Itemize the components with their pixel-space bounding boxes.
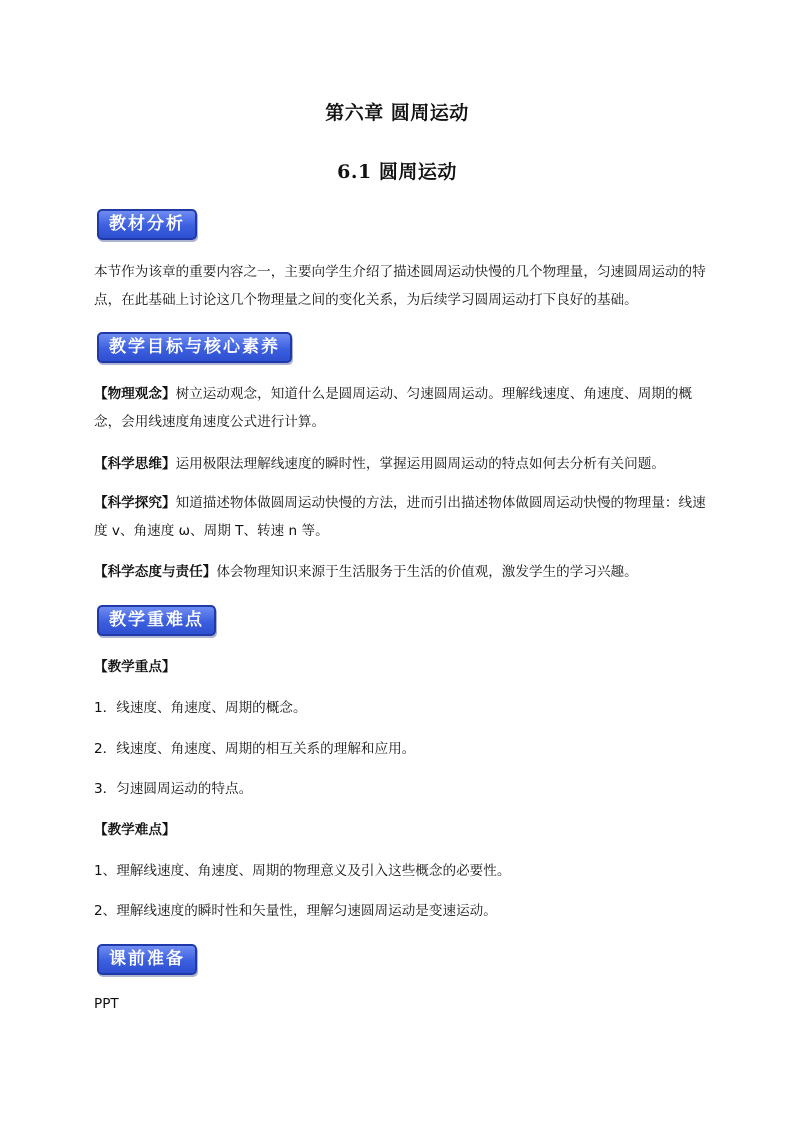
section-title: 6.1 圆周运动 <box>337 161 457 183</box>
focus-item: 1．线速度、角速度、周期的概念。 <box>94 700 307 716</box>
goal-text: 运用极限法理解线速度的瞬时性，掌握运用圆周运动的特点如何去分析有关问题。 <box>175 456 665 472</box>
heading-badge-preparation: 课前准备 <box>97 944 197 975</box>
difficulty-item: 1、理解线速度、角速度、周期的物理意义及引入这些概念的必要性。 <box>94 863 511 879</box>
goal-item-scientific-inquiry <box>94 489 706 545</box>
heading-badge-analysis: 教材分析 <box>97 209 197 240</box>
focus-item: 3．匀速圆周运动的特点。 <box>94 781 253 797</box>
difficulty-label: 【教学难点】 <box>94 822 176 838</box>
heading-badge-key-points: 教学重难点 <box>97 605 216 636</box>
goal-text: 体会物理知识来源于生活服务于生活的价值观，激发学生的学习兴趣。 <box>216 564 638 580</box>
focus-item: 2．线速度、角速度、周期的相互关系的理解和应用。 <box>94 741 416 757</box>
goal-item-scientific-thinking <box>94 454 714 474</box>
goal-label: 【物理观念】 <box>94 386 176 402</box>
analysis-paragraph: 本节作为该章的重要内容之一，主要向学生介绍了描述圆周运动快慢的几个物理量，匀速圆周运动的特点，在此基础上讨论这几个物理量之间的变化关系，为后续学习圆周运动打下良好的基础。 <box>94 264 706 308</box>
difficulty-item: 2、理解线速度的瞬时性和矢量性，理解匀速圆周运动是变速运动。 <box>94 903 497 919</box>
goal-text: 知道描述物体做圆周运动快慢的方法，进而引出描述物体做圆周运动快慢的物理量：线速度 v、角速度 ω、周期 T、转速 n 等。 <box>94 495 706 539</box>
goal-item-attitude-responsibility <box>94 562 714 582</box>
chapter-title: 第六章 圆周运动 <box>325 102 469 124</box>
goal-label: 【科学思维】 <box>94 456 176 472</box>
focus-label: 【教学重点】 <box>94 659 176 675</box>
goal-item-physics-concept <box>94 380 706 436</box>
goal-label: 【科学探究】 <box>94 495 176 511</box>
preparation-text: PPT <box>94 996 119 1012</box>
heading-badge-goals: 教学目标与核心素养 <box>97 332 292 363</box>
goal-text: 树立运动观念，知道什么是圆周运动、匀速圆周运动。理解线速度、角速度、周期的概念，会用线速度角速度公式进行计算。 <box>94 386 693 430</box>
goal-label: 【科学态度与责任】 <box>94 564 217 580</box>
